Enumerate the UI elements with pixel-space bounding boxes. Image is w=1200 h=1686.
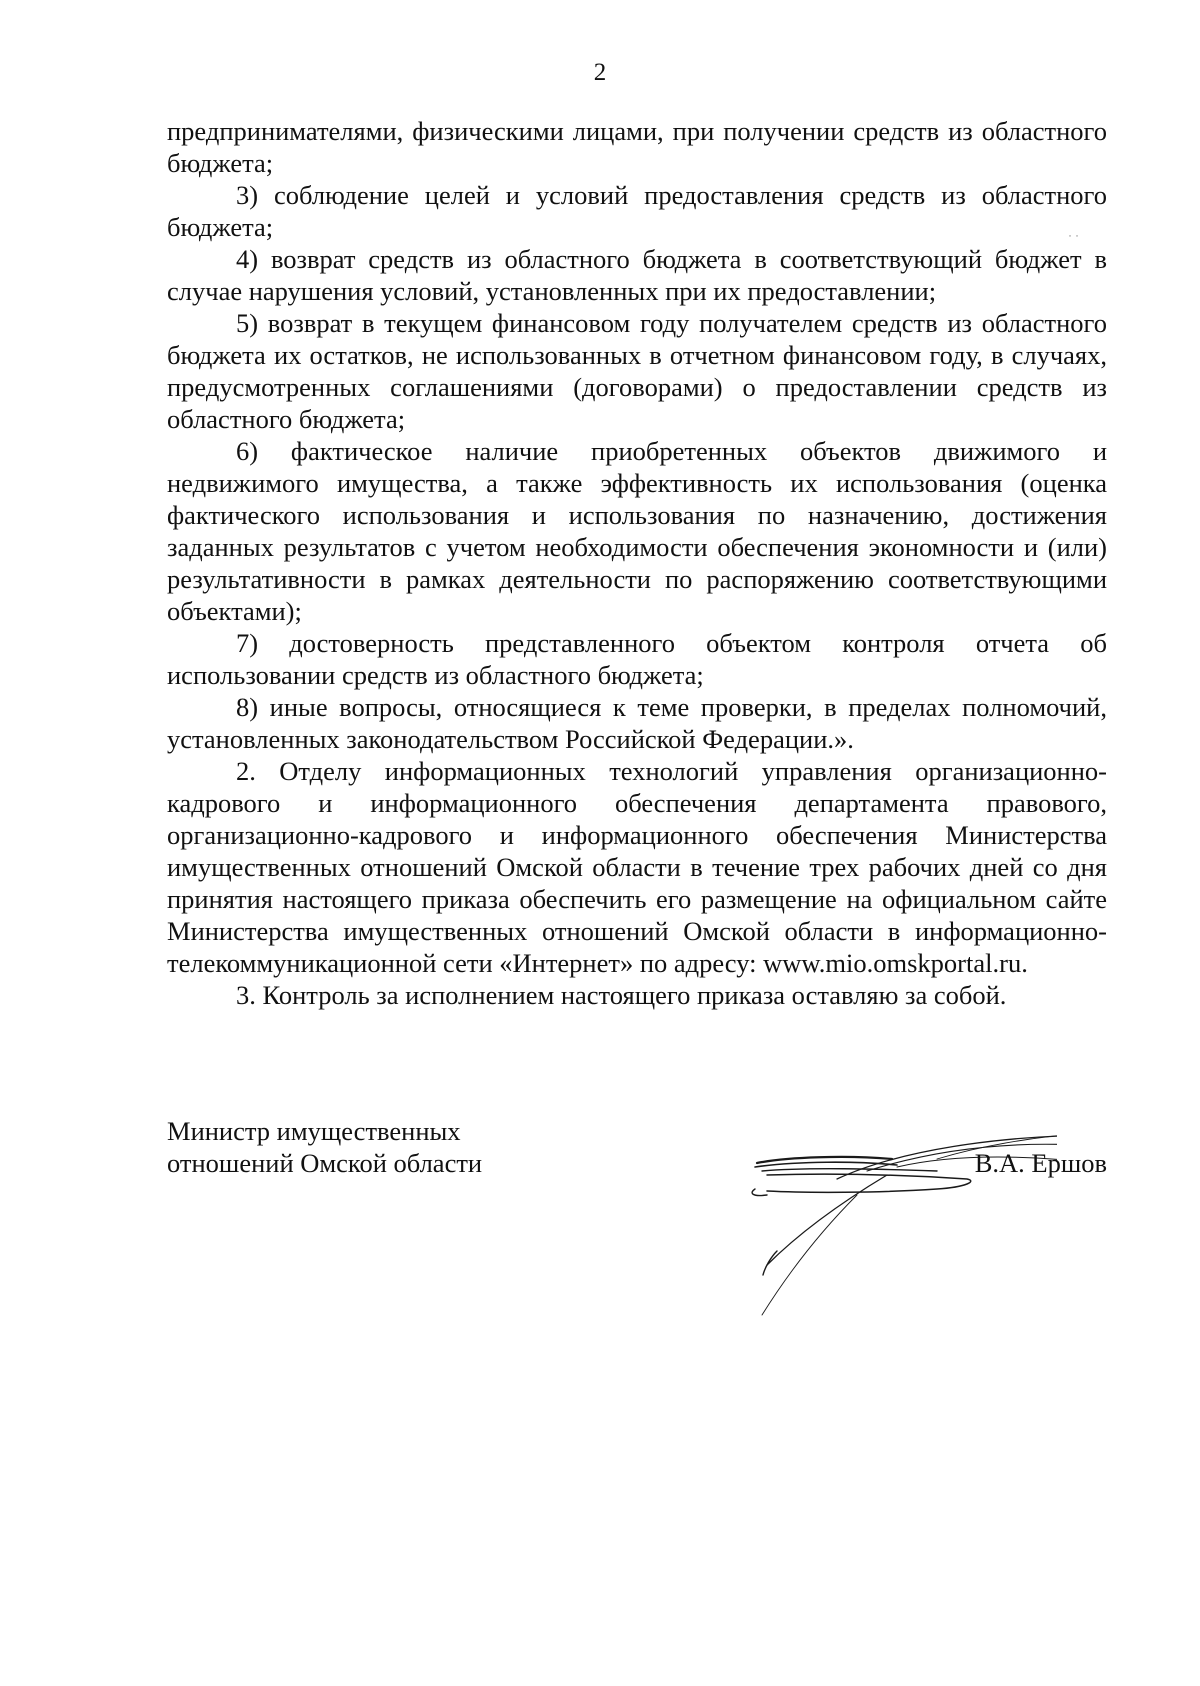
paragraph: предпринимателями, физическими лицами, при получении средств из областного бюджета;	[167, 116, 1107, 178]
signature-block	[167, 1115, 1107, 1335]
paragraph: 8) иные вопросы, относящиеся к теме проверки, в пределах полномочий, установленных законодательством Российской Федерации.».	[167, 692, 1107, 754]
handwritten-signature	[637, 1095, 1057, 1335]
signatory-position	[167, 1115, 482, 1179]
paragraph: 4) возврат средств из областного бюджета в соответствующий бюджет в случае нарушения условий, установленных при их предоставлении;	[167, 244, 1107, 306]
paragraph: 6) фактическое наличие приобретенных объектов движимого и недвижимого имущества, а также эффективность их использования (оценка фактического использования и использования по назначению, достижения заданных результатов с учетом необходимости обеспечения экономности и (или) результативности в рамках деятельности по распоряжению соответствующими объектами);	[167, 436, 1107, 626]
paragraph: 2. Отделу информационных технологий управления организационно-кадрового и информационного обеспечения департамента правового, организационно-кадрового и информационного обеспечения Министерства имущественных отношений Омской области в течение трех рабочих дней со дня принятия настоящего приказа обеспечить его размещение на официальном сайте Министерства имущественных отношений Омской области в информационно-телекоммуникационной сети «Интернет» по адресу: www.mio.omskportal.ru.	[167, 756, 1107, 978]
scan-speck: ˙ ˙	[1068, 232, 1079, 246]
document-body	[167, 115, 1107, 1011]
page-number: 2	[593, 59, 607, 86]
signatory-position-line1: Министр имущественных	[167, 1116, 461, 1146]
paragraph: 5) возврат в текущем финансовом году получателем средств из областного бюджета их остатков, не использованных в отчетном финансовом году, в случаях, предусмотренных соглашениями (договорами) о предоставлении средств из областного бюджета;	[167, 308, 1107, 434]
paragraph: 3) соблюдение целей и условий предоставления средств из областного бюджета;	[167, 180, 1107, 242]
signatory-position-line2: отношений Омской области	[167, 1148, 483, 1178]
paragraph: 3. Контроль за исполнением настоящего приказа оставляю за собой.	[236, 980, 1007, 1010]
paragraph: 7) достоверность представленного объектом контроля отчета об использовании средств из областного бюджета;	[167, 628, 1107, 690]
signatory-name: В.А. Ершов	[974, 1148, 1107, 1178]
